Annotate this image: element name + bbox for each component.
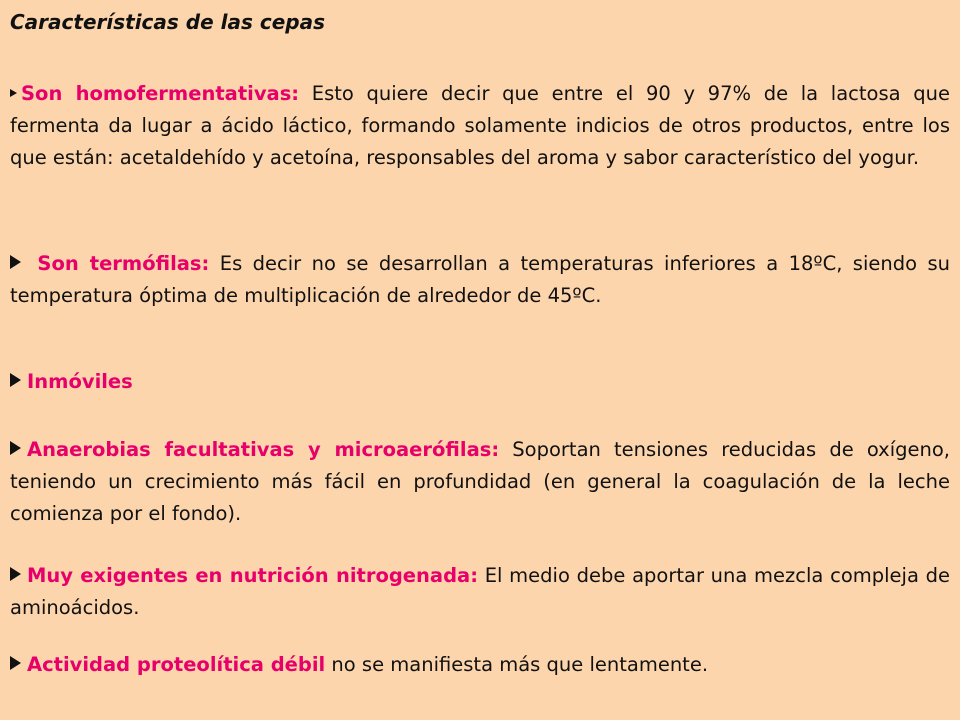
- item-text: no se manifiesta más que lentamente.: [325, 653, 709, 676]
- arrow-bullet-icon: [10, 373, 21, 387]
- arrow-bullet-icon: [10, 567, 21, 581]
- list-item: [10, 366, 950, 398]
- item-text: Soportan tensiones reducidas de oxígeno, teniendo un crecimiento más fácil en profundidad (en general la coagulación de la leche comienza por el fondo).: [10, 438, 950, 525]
- list-item: [10, 649, 950, 681]
- item-text: El medio debe aportar una mezcla compleja de aminoácidos.: [10, 564, 950, 619]
- item-lead: Muy exigentes en nutrición nitrogenada:: [27, 564, 478, 587]
- slide-title: Características de las cepas: [10, 10, 325, 34]
- list-item: [10, 248, 950, 312]
- arrow-bullet-icon: [10, 89, 17, 97]
- item-text: Esto quiere decir que entre el 90 y 97% de la lactosa que fermenta da lugar a ácido láctico, formando solamente indicios de otros productos, entre los que están: acetaldehído y acetoína, responsables del aroma y sabor característico del yogur.: [10, 82, 950, 169]
- item-lead: Son homofermentativas:: [21, 82, 300, 105]
- arrow-bullet-icon: [10, 656, 21, 670]
- list-item: [10, 434, 950, 530]
- item-lead: Anaerobias facultativas y microaerófilas:: [27, 438, 500, 461]
- list-item: [10, 560, 950, 624]
- item-lead: Son termófilas:: [37, 252, 210, 275]
- list-item: [10, 78, 950, 174]
- item-lead: Actividad proteolítica débil: [27, 653, 326, 676]
- arrow-bullet-icon: [10, 255, 21, 269]
- arrow-bullet-icon: [10, 441, 21, 455]
- item-text: Es decir no se desarrollan a temperaturas inferiores a 18ºC, siendo su temperatura óptima de multiplicación de alrededor de 45ºC.: [10, 252, 950, 307]
- item-lead: Inmóviles: [27, 370, 133, 393]
